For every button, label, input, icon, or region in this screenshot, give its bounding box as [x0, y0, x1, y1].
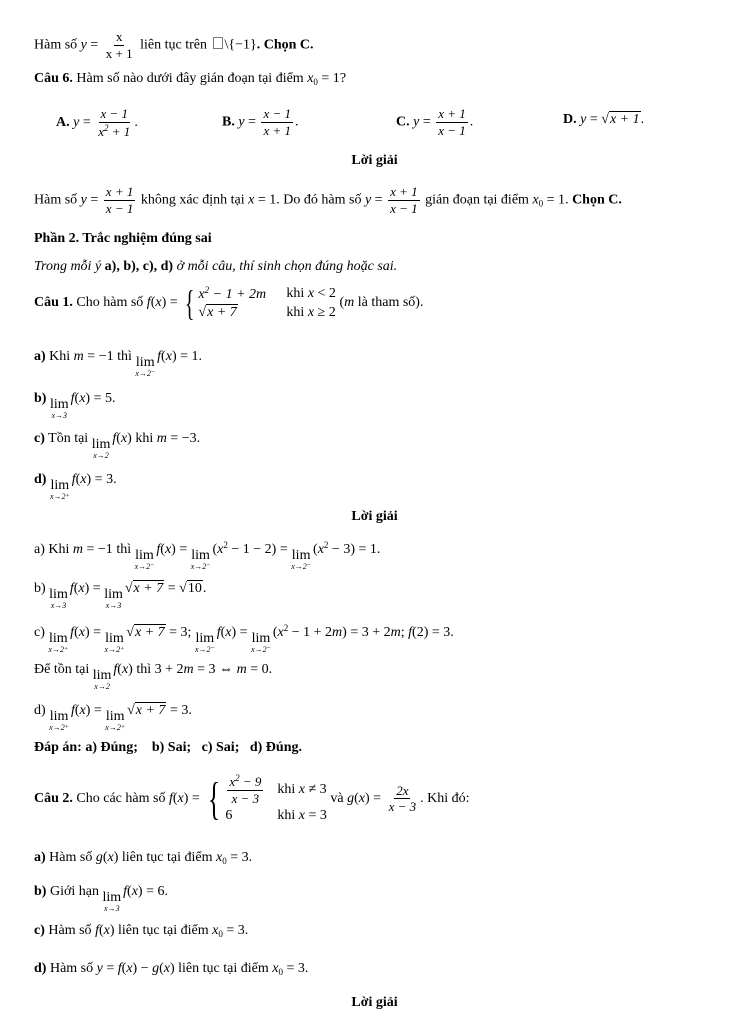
missing-glyph-icon — [213, 37, 223, 49]
option-a: A. y = $\frac{x - 1}{x^2 + 1}$ . — [56, 106, 138, 139]
text: thì — [117, 349, 132, 364]
option-d: D. y = √x + 1. — [563, 112, 645, 127]
text: liên tục tại điểm — [121, 850, 213, 865]
statement-label: d) — [34, 961, 47, 976]
q2-statement-d: d) Hàm số y = f(x) − g(x) liên tục tại điểm $x_0 = 3$. — [34, 961, 309, 977]
statement-label: c) — [34, 923, 45, 938]
question-2: Câu 2. Cho các hàm số f(x) = { $\frac{x^2 - 9}{x - 3}$ khi x ≠ 3 6 khi x = 3 và g(x) = $\frac{2x}{x - 3}$ . Khi đó: — [34, 772, 470, 824]
text: Để tồn tại — [34, 662, 90, 677]
fraction: $\frac{x}{x + 1}$ — [105, 29, 133, 61]
answer-line: Đáp án: a) Đúng; b) Sai; c) Sai; d) Đúng. — [34, 740, 302, 755]
text: liên tục tại điểm — [118, 923, 209, 938]
option-label: D. — [563, 112, 577, 127]
solution-heading: Lời giải — [351, 153, 398, 168]
solution-c-existence: Để tồn tại lim x→2 f(x) thì 3 + 2m = 3 ⇔ m = 0. — [34, 662, 273, 691]
text: . Khi đó: — [420, 790, 470, 806]
statement-label: c) — [34, 431, 45, 446]
text: và — [330, 790, 344, 806]
text: liên tục tại điểm — [178, 961, 269, 976]
text: ? — [339, 71, 347, 86]
text: Trong mỗi ý — [34, 259, 102, 274]
piecewise-function: { $\frac{x^2 - 9}{x - 3}$ khi x ≠ 3 6 khi x = 3 — [208, 772, 327, 824]
solution-b: b) lim x→3 f(x) = lim x→3 √x + 7 = √10. — [34, 581, 207, 610]
statement-a: a) Khi m = −1 thì lim x→2⁻ f(x) = 1. — [34, 349, 202, 378]
option-label: B. — [222, 114, 235, 130]
option-label: C. — [396, 114, 410, 130]
text: b) — [34, 581, 46, 596]
option-c: C. y = $\frac{x + 1}{x - 1}$ . — [396, 106, 474, 138]
solution-a: a) Khi m = −1 thì lim x→2⁻ f(x) = lim x→2⁻ $(x^2 - 1 - 2)$ = lim x→2⁻ $(x^2 - 3) = 1$. — [34, 540, 381, 571]
question-label: Câu 2. — [34, 790, 73, 806]
text: Hàm số — [34, 192, 78, 208]
text: Hàm số — [34, 37, 78, 53]
text: liên tục trên — [140, 37, 208, 53]
statement-label: b) — [34, 884, 47, 899]
solution-heading: Lời giải — [351, 509, 398, 524]
text: . — [565, 192, 569, 208]
solution-d: d) lim x→2⁺ f(x) = lim x→2⁺ √x + 7 = 3. — [34, 703, 192, 732]
question-label: Câu 1. — [34, 295, 73, 311]
text: thì — [136, 662, 152, 677]
text: d) — [34, 703, 46, 718]
statement-label: a) — [34, 349, 46, 364]
option-b: B. y = $\frac{x - 1}{x + 1}$ . — [222, 106, 299, 138]
text: khi — [286, 286, 305, 301]
q2-statement-a: a) Hàm số g(x) liên tục tại điểm $x_0 = 3$. — [34, 850, 253, 866]
question-text: Cho hàm số — [76, 295, 144, 311]
option-label: A. — [56, 114, 70, 130]
question-text: Cho các hàm số — [76, 790, 166, 806]
instructions — [34, 260, 397, 274]
q2-statement-c: c) Hàm số f(x) liên tục tại điểm $x_0 = 3$. — [34, 923, 249, 939]
statement-label: b) — [34, 391, 47, 406]
text: khi — [135, 431, 154, 446]
question-text: Hàm số nào dưới đây gián đoạn tại điểm — [76, 71, 304, 86]
statement-label: d) — [34, 472, 47, 487]
answer-choice: Chọn C. — [572, 192, 622, 208]
text: là tham số). — [357, 295, 424, 311]
text: ở mỗi câu, thí sinh chọn đúng hoặc sai. — [176, 259, 398, 274]
question-6: Câu 6. Hàm số nào dưới đây gián đoạn tại điểm $x_0 = 1$? — [34, 71, 347, 87]
answer-choice: . Chọn C. — [256, 37, 314, 53]
text: Tồn tại — [48, 431, 89, 446]
solution-heading: Lời giải — [351, 995, 398, 1010]
question-6-solution: Hàm số y = $\frac{x + 1}{x - 1}$ không xác định tại x = 1. Do đó hàm số y = $\frac{x + 1}{x - 1}$ gián đoạn tại điểm $x_0 = 1$. Chọn C. — [34, 184, 622, 216]
text: không xác định tại — [140, 192, 245, 208]
statement-d: d) lim x→2⁺ f(x) = 3. — [34, 472, 117, 501]
statement-c: c) Tồn tại lim x→2 f(x) khi m = −3. — [34, 431, 201, 460]
text: Hàm số — [49, 961, 94, 976]
text: gián đoạn tại điểm — [425, 192, 529, 208]
text: Hàm số — [48, 923, 92, 938]
text: a) Khi — [34, 542, 70, 557]
section-title: Phần 2. Trắc nghiệm đúng sai — [34, 231, 212, 246]
question-1: Câu 1. Cho hàm số f(x) = { $x^2 - 1 + 2m$ khi x < 2 √x + 7 khi x ≥ 2 (m là tham số). — [34, 283, 424, 323]
question-label: Câu 6. — [34, 71, 73, 86]
text: khi — [277, 808, 296, 824]
solution-c: c) lim x→2⁺ f(x) = lim x→2⁺ √x + 7 = 3; lim x→2⁻ f(x) = lim x→2⁻ $(x^2 - 1 + 2m) = 3 + 2m$; f(2) = 3. — [34, 623, 454, 654]
text: thì — [116, 542, 132, 557]
q2-statement-b: b) Giới hạn lim x→3 f(x) = 6. — [34, 884, 168, 913]
text: khi — [286, 305, 305, 320]
statement-label: a) — [34, 850, 46, 865]
piecewise-function: { $x^2 - 1 + 2m$ khi x < 2 √x + 7 khi x ≥ 2 — [185, 283, 336, 323]
text: c) — [34, 625, 45, 640]
text: Khi — [49, 349, 71, 364]
text: a), b), c), d) — [104, 259, 174, 274]
text: . Do đó hàm số — [276, 192, 362, 208]
prev-solution-line: Hàm số y = $\frac{x}{x + 1}$ liên tục trên \{−1}. Chọn C. — [34, 29, 314, 61]
text: Hàm số — [49, 850, 93, 865]
text: Giới hạn — [49, 884, 99, 899]
statement-b: b) lim x→3 f(x) = 5. — [34, 391, 116, 420]
text: khi — [277, 781, 296, 797]
